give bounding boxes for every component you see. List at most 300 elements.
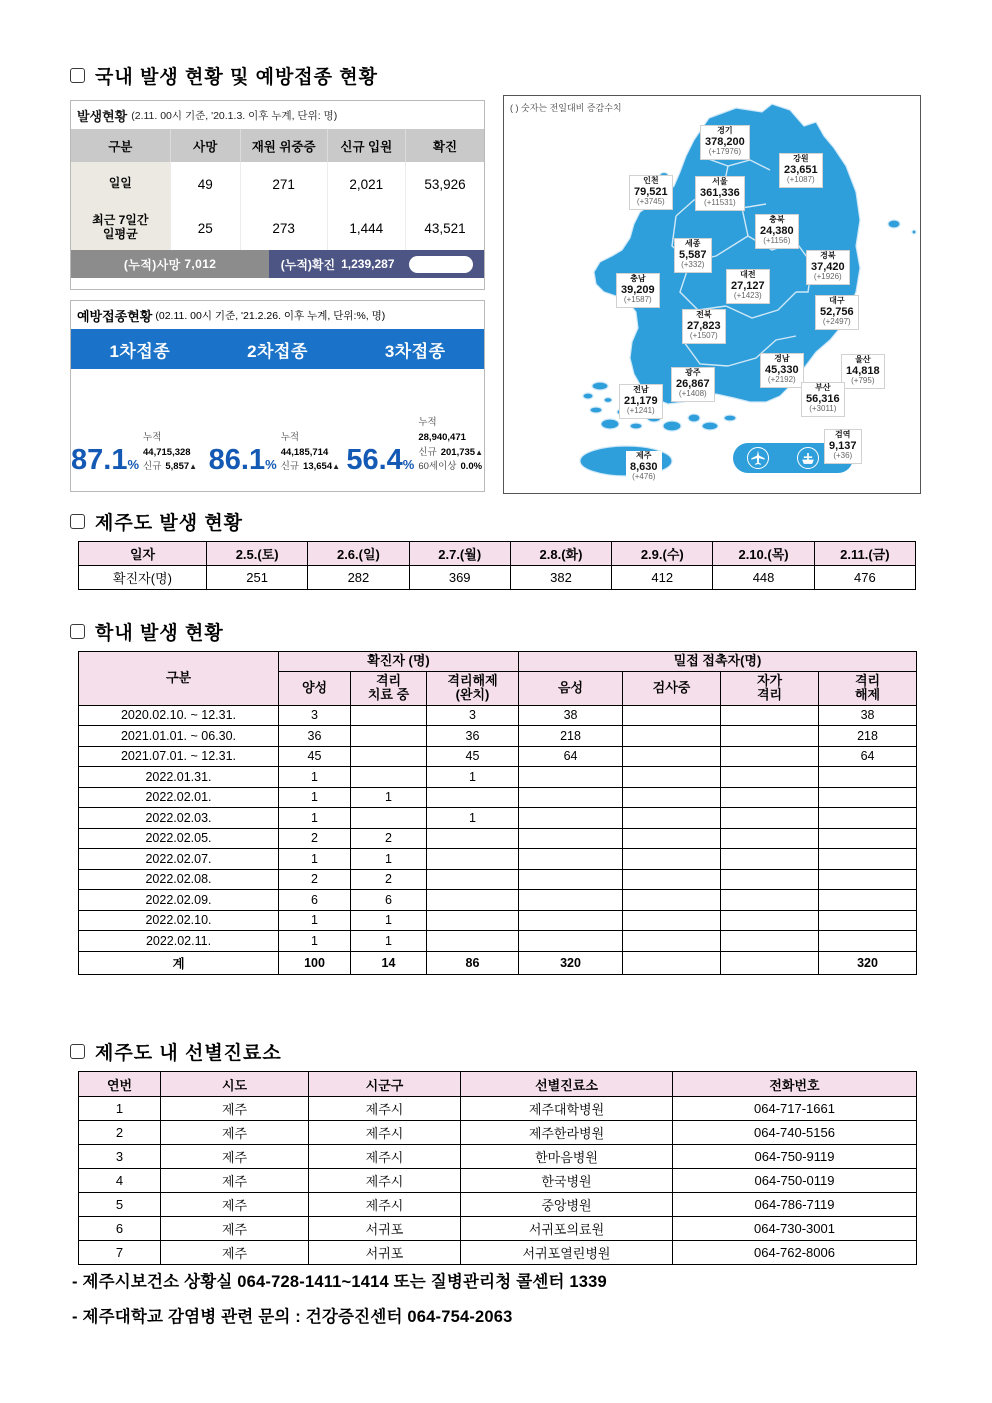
jeju-date-5: 2.10.(목) bbox=[713, 542, 814, 566]
school-cell bbox=[519, 931, 623, 952]
jeju-count-6: 476 bbox=[814, 566, 915, 590]
school-cell: 2 bbox=[279, 869, 351, 890]
map-label-busan: 부산 56,316 (+3011) bbox=[801, 382, 845, 417]
school-total-cell bbox=[623, 951, 721, 974]
school-cell: 1 bbox=[279, 931, 351, 952]
school-row-date: 2022.01.31. bbox=[79, 767, 279, 788]
map-label-jeonnam: 전남 21,179 (+1241) bbox=[619, 384, 663, 419]
jeju-count-4: 412 bbox=[612, 566, 713, 590]
school-cell bbox=[721, 705, 819, 726]
clinic-cell: 064-750-0119 bbox=[673, 1169, 917, 1193]
section-heading-jeju bbox=[70, 508, 243, 535]
school-cell bbox=[427, 787, 519, 808]
dose1-cum-label: 누적 bbox=[143, 431, 162, 443]
school-cell: 3 bbox=[279, 705, 351, 726]
table-row bbox=[79, 566, 916, 590]
school-cell: 45 bbox=[279, 746, 351, 767]
school-sub-2: 격리해제 (완치) bbox=[427, 671, 519, 705]
occ-row1-v3: 43,521 bbox=[406, 206, 485, 250]
occ-row1-v1: 273 bbox=[240, 206, 327, 250]
clinic-cell: 1 bbox=[79, 1097, 161, 1121]
clinic-cell: 서귀포의료원 bbox=[461, 1217, 673, 1241]
occ-header-0: 구분 bbox=[71, 129, 170, 162]
school-cell bbox=[721, 849, 819, 870]
school-cell: 218 bbox=[819, 726, 917, 747]
table-row bbox=[79, 1193, 917, 1217]
clinic-cell: 5 bbox=[79, 1193, 161, 1217]
school-cell bbox=[351, 705, 427, 726]
clinic-cell: 제주시 bbox=[309, 1169, 461, 1193]
clinic-header-3: 선별진료소 bbox=[461, 1072, 673, 1097]
school-cell bbox=[819, 910, 917, 931]
clinic-cell: 제주 bbox=[161, 1097, 309, 1121]
table-row bbox=[79, 1169, 917, 1193]
school-cell bbox=[819, 931, 917, 952]
school-cell bbox=[427, 828, 519, 849]
occ-row1-v2: 1,444 bbox=[327, 206, 405, 250]
school-total-label: 계 bbox=[79, 951, 279, 974]
clinic-cell: 4 bbox=[79, 1169, 161, 1193]
table-row bbox=[79, 828, 917, 849]
school-cell bbox=[721, 931, 819, 952]
school-cell bbox=[519, 869, 623, 890]
clinic-cell: 제주 bbox=[161, 1169, 309, 1193]
school-cell bbox=[623, 767, 721, 788]
school-cell: 36 bbox=[279, 726, 351, 747]
table-row bbox=[71, 206, 484, 250]
school-sub-0: 양성 bbox=[279, 671, 351, 705]
table-row bbox=[79, 787, 917, 808]
dose2-new-value: 13,654 bbox=[303, 461, 333, 473]
school-cell: 36 bbox=[427, 726, 519, 747]
school-cell: 6 bbox=[279, 890, 351, 911]
occ-row0-v3: 53,926 bbox=[406, 162, 485, 206]
jeju-date-6: 2.11.(금) bbox=[814, 542, 915, 566]
jeju-date-3: 2.8.(화) bbox=[510, 542, 611, 566]
dose3-extra-label: 60세이상 bbox=[418, 461, 457, 473]
school-cell: 1 bbox=[351, 849, 427, 870]
school-header-confirmed: 확진자 (명) bbox=[279, 652, 519, 672]
dose1-detail bbox=[143, 431, 209, 475]
clinic-cell: 제주 bbox=[161, 1121, 309, 1145]
vaccination-caption-title: 예방접종현황 bbox=[77, 308, 153, 324]
airplane-icon bbox=[747, 447, 769, 469]
school-cell bbox=[519, 890, 623, 911]
clinic-cell: 064-750-9119 bbox=[673, 1145, 917, 1169]
table-row bbox=[79, 1217, 917, 1241]
jeju-count-1: 282 bbox=[308, 566, 409, 590]
occ-row0-v0: 49 bbox=[170, 162, 240, 206]
clinic-cell: 064-717-1661 bbox=[673, 1097, 917, 1121]
jeju-date-1: 2.6.(일) bbox=[308, 542, 409, 566]
school-cell: 2 bbox=[279, 828, 351, 849]
dose2-percent: 86.1% bbox=[208, 444, 277, 476]
occurrence-caption-title: 발생현황 bbox=[77, 108, 128, 124]
clinic-cell: 제주시 bbox=[309, 1097, 461, 1121]
school-cell bbox=[623, 705, 721, 726]
clinic-cell: 064-786-7119 bbox=[673, 1193, 917, 1217]
occ-row0-v2: 2,021 bbox=[327, 162, 405, 206]
clinic-cell: 중앙병원 bbox=[461, 1193, 673, 1217]
school-cell: 64 bbox=[519, 746, 623, 767]
vaccination-dose-bar bbox=[71, 329, 484, 369]
table-row bbox=[79, 767, 917, 788]
section-title-jeju: 제주도 발생 현황 bbox=[95, 513, 244, 534]
vaccination-status-card bbox=[70, 300, 485, 492]
clinic-cell: 6 bbox=[79, 1217, 161, 1241]
jeju-header-label: 일자 bbox=[79, 542, 207, 566]
school-cell bbox=[519, 910, 623, 931]
school-cell bbox=[819, 767, 917, 788]
school-row-date: 2022.02.05. bbox=[79, 828, 279, 849]
cumulative-death bbox=[71, 250, 269, 278]
clinic-table-body bbox=[79, 1097, 917, 1265]
occ-row1-v0: 25 bbox=[170, 206, 240, 250]
school-cell bbox=[427, 849, 519, 870]
clinic-cell: 서귀포 bbox=[309, 1217, 461, 1241]
clinic-cell: 제주 bbox=[161, 1241, 309, 1265]
school-cell bbox=[519, 767, 623, 788]
map-label-sejong: 세종 5,587 (+332) bbox=[674, 238, 712, 273]
dose2-detail bbox=[281, 431, 347, 475]
school-cell: 38 bbox=[519, 705, 623, 726]
table-row bbox=[79, 931, 917, 952]
dose3-cum-label: 누적 bbox=[418, 417, 437, 429]
school-cell: 2 bbox=[351, 828, 427, 849]
school-cell bbox=[519, 808, 623, 829]
map-label-jeonbuk: 전북 27,823 (+1507) bbox=[682, 309, 726, 344]
school-sub-3: 음성 bbox=[519, 671, 623, 705]
table-row bbox=[71, 162, 484, 206]
school-row-date: 2022.02.03. bbox=[79, 808, 279, 829]
table-total-row bbox=[79, 951, 917, 974]
dose1-cum-value: 44,715,328 bbox=[143, 446, 191, 458]
school-total-cell: 100 bbox=[279, 951, 351, 974]
clinic-cell: 제주 bbox=[161, 1145, 309, 1169]
occurrence-footer bbox=[71, 250, 484, 278]
dose3-new-label: 신규 bbox=[418, 446, 437, 458]
school-row-date: 2022.02.09. bbox=[79, 890, 279, 911]
clinic-header-1: 시도 bbox=[161, 1072, 309, 1097]
school-cell bbox=[623, 869, 721, 890]
school-cell bbox=[351, 808, 427, 829]
school-sub-5: 자가 격리 bbox=[721, 671, 819, 705]
table-row bbox=[79, 849, 917, 870]
school-cell bbox=[427, 910, 519, 931]
school-cell bbox=[427, 931, 519, 952]
school-cell bbox=[819, 828, 917, 849]
dose3-cum-value: 28,940,471 bbox=[418, 431, 466, 443]
school-cell bbox=[819, 787, 917, 808]
school-cell: 1 bbox=[427, 808, 519, 829]
clinic-cell: 제주시 bbox=[309, 1145, 461, 1169]
dose2-cum-value: 44,185,714 bbox=[280, 446, 329, 458]
map-label-ulsan: 울산 14,818 (+795) bbox=[841, 354, 885, 389]
dose-cell-2 bbox=[209, 369, 347, 489]
checkbox-icon bbox=[70, 514, 85, 529]
jeju-row-label: 확진자(명) bbox=[79, 566, 207, 590]
school-row-date: 2022.02.01. bbox=[79, 787, 279, 808]
vaccination-caption-sub: (02.11. 00시 기준, '21.2.26. 이후 누계, 단위:%, 명) bbox=[155, 309, 386, 322]
school-header-div: 구분 bbox=[79, 652, 279, 706]
school-total-cell: 320 bbox=[819, 951, 917, 974]
table-header-row bbox=[71, 129, 484, 162]
clinic-cell: 7 bbox=[79, 1241, 161, 1265]
school-total-cell: 14 bbox=[351, 951, 427, 974]
map-label-seoul: 서울 361,336 (+11531) bbox=[695, 176, 745, 211]
section-title-clinic: 제주도 내 선별진료소 bbox=[95, 1043, 282, 1064]
contact-line-health-center: - 제주시보건소 상황실 064-728-1411~1414 또는 질병관리청 콜센터 1339 bbox=[72, 1273, 607, 1291]
vaccination-values bbox=[71, 369, 484, 489]
dose1-trend-icon: ▲ bbox=[189, 462, 198, 472]
clinic-cell: 제주한라병원 bbox=[461, 1121, 673, 1145]
clinic-cell: 한국병원 bbox=[461, 1169, 673, 1193]
school-sub-4: 검사중 bbox=[623, 671, 721, 705]
school-cell: 1 bbox=[351, 931, 427, 952]
school-cell: 1 bbox=[279, 849, 351, 870]
contact-line-university: - 제주대학교 감염병 관련 문의 : 건강증진센터 064-754-2063 bbox=[72, 1308, 513, 1326]
table-row bbox=[79, 1241, 917, 1265]
map-label-chungnam: 충남 39,209 (+1587) bbox=[616, 273, 660, 308]
school-row-date: 2022.02.10. bbox=[79, 910, 279, 931]
school-cell bbox=[819, 890, 917, 911]
clinic-cell: 3 bbox=[79, 1145, 161, 1169]
school-cell bbox=[721, 787, 819, 808]
clinic-cell: 제주대학병원 bbox=[461, 1097, 673, 1121]
map-label-daegu: 대구 52,756 (+2497) bbox=[815, 295, 859, 330]
school-row-date: 2022.02.07. bbox=[79, 849, 279, 870]
section-heading-domestic bbox=[70, 62, 378, 89]
korea-map bbox=[503, 95, 921, 494]
table-row bbox=[79, 1145, 917, 1169]
map-label-daejeon: 대전 27,127 (+1423) bbox=[726, 269, 770, 304]
school-row-date: 2021.01.01. ~ 06.30. bbox=[79, 726, 279, 747]
occ-header-2: 재원 위중증 bbox=[240, 129, 327, 162]
school-cell bbox=[351, 767, 427, 788]
checkbox-icon bbox=[70, 624, 85, 639]
clinic-cell: 제주 bbox=[161, 1217, 309, 1241]
dose2-trend-icon: ▲ bbox=[332, 462, 341, 472]
occ-row0-label: 일일 bbox=[71, 162, 170, 206]
dose2-cum-label: 누적 bbox=[280, 431, 300, 443]
dose3-new-value: 201,735 bbox=[440, 446, 476, 458]
map-label-gyeongbuk: 경북 37,420 (+1926) bbox=[806, 250, 850, 285]
table-row bbox=[79, 1097, 917, 1121]
school-cell bbox=[623, 746, 721, 767]
table-row bbox=[79, 890, 917, 911]
map-label-gyeongnam: 경남 45,330 (+2192) bbox=[760, 353, 804, 388]
school-cell bbox=[721, 808, 819, 829]
clinic-cell: 064-762-8006 bbox=[673, 1241, 917, 1265]
school-cell bbox=[427, 890, 519, 911]
school-cell bbox=[819, 849, 917, 870]
clinic-header-4: 전화번호 bbox=[673, 1072, 917, 1097]
cumulative-death-value: 7,012 bbox=[184, 257, 217, 271]
occ-row1-label-line2: 일평균 bbox=[102, 227, 138, 241]
school-cell: 1 bbox=[351, 910, 427, 931]
jeju-count-2: 369 bbox=[409, 566, 510, 590]
clinic-cell: 서귀포열린병원 bbox=[461, 1241, 673, 1265]
school-cell bbox=[819, 808, 917, 829]
table-row bbox=[79, 869, 917, 890]
school-total-cell: 86 bbox=[427, 951, 519, 974]
table-row bbox=[79, 705, 917, 726]
clinic-cell: 064-730-3001 bbox=[673, 1217, 917, 1241]
school-total-cell: 320 bbox=[519, 951, 623, 974]
school-row-date: 2022.02.08. bbox=[79, 869, 279, 890]
map-label-gyeonggi: 경기 378,200 (+17976) bbox=[700, 125, 750, 160]
clinic-header-0: 연번 bbox=[79, 1072, 161, 1097]
school-row-date: 2021.07.01. ~ 12.31. bbox=[79, 746, 279, 767]
occurrence-status-card bbox=[70, 100, 485, 290]
clinic-header-2: 시군구 bbox=[309, 1072, 461, 1097]
school-cell bbox=[721, 890, 819, 911]
school-cell: 64 bbox=[819, 746, 917, 767]
table-header-row bbox=[79, 542, 916, 566]
school-table-body bbox=[79, 705, 917, 974]
school-sub-1: 격리 치료 중 bbox=[351, 671, 427, 705]
school-cell bbox=[519, 787, 623, 808]
occ-row1-label-line1: 최근 7일간 bbox=[92, 213, 149, 228]
school-cell: 1 bbox=[279, 787, 351, 808]
school-row-date: 2020.02.10. ~ 12.31. bbox=[79, 705, 279, 726]
cumulative-confirmed bbox=[269, 250, 484, 278]
occurrence-table bbox=[71, 129, 484, 250]
map-label-jeju: 제주 8,630 (+476) bbox=[626, 451, 662, 484]
dose3-detail bbox=[418, 416, 484, 475]
map-note: ( ) 숫자는 전일대비 증감수치 bbox=[510, 103, 622, 113]
checkbox-icon bbox=[70, 1044, 85, 1059]
ship-icon bbox=[797, 447, 819, 469]
occurrence-caption-sub: (2.11. 00시 기준, '20.1.3. 이후 누계, 단위: 명) bbox=[131, 109, 338, 122]
jeju-date-0: 2.5.(토) bbox=[207, 542, 308, 566]
vaccination-caption bbox=[71, 301, 484, 329]
school-cell bbox=[721, 869, 819, 890]
occ-row0-v1: 271 bbox=[240, 162, 327, 206]
clinic-cell: 제주 bbox=[161, 1193, 309, 1217]
dose3-extra-value: 0.0% bbox=[460, 461, 483, 473]
school-cell bbox=[721, 828, 819, 849]
school-cell bbox=[623, 910, 721, 931]
school-cell bbox=[623, 931, 721, 952]
school-cell bbox=[623, 828, 721, 849]
clinic-cell: 서귀포 bbox=[309, 1241, 461, 1265]
dose-cell-3 bbox=[346, 369, 484, 489]
school-cell: 1 bbox=[279, 910, 351, 931]
clinic-cell: 제주시 bbox=[309, 1193, 461, 1217]
clinic-cell: 제주시 bbox=[309, 1121, 461, 1145]
clinic-cell: 2 bbox=[79, 1121, 161, 1145]
school-cell bbox=[519, 849, 623, 870]
table-row bbox=[79, 910, 917, 931]
clinic-cell: 한마음병원 bbox=[461, 1145, 673, 1169]
dose-cell-1 bbox=[71, 369, 209, 489]
dose1-new-label: 신규 bbox=[143, 461, 162, 473]
clinic-cell: 064-740-5156 bbox=[673, 1121, 917, 1145]
school-cases-table bbox=[78, 651, 917, 975]
occ-header-3: 신규 입원 bbox=[327, 129, 405, 162]
school-total-cell bbox=[721, 951, 819, 974]
section-heading-clinic bbox=[70, 1038, 282, 1065]
occurrence-caption bbox=[71, 101, 484, 129]
table-row bbox=[79, 726, 917, 747]
school-cell bbox=[623, 890, 721, 911]
school-cell: 1 bbox=[427, 767, 519, 788]
cumulative-death-label: (누적)사망 bbox=[123, 257, 181, 272]
blank-pill bbox=[409, 256, 473, 273]
school-cell bbox=[819, 869, 917, 890]
school-cell bbox=[721, 726, 819, 747]
dose3-trend-icon: ▲ bbox=[475, 447, 483, 457]
school-cell bbox=[623, 849, 721, 870]
school-cell: 1 bbox=[279, 767, 351, 788]
school-cell bbox=[721, 910, 819, 931]
school-cell: 3 bbox=[427, 705, 519, 726]
jeju-count-5: 448 bbox=[713, 566, 814, 590]
dose-label-2: 2차접종 bbox=[247, 341, 308, 361]
section-title-school: 학내 발생 현황 bbox=[95, 623, 224, 644]
school-cell bbox=[623, 726, 721, 747]
school-cell: 218 bbox=[519, 726, 623, 747]
school-header-contacts: 밀접 접촉자(명) bbox=[519, 652, 917, 672]
jeju-count-3: 382 bbox=[510, 566, 611, 590]
occ-row1-label bbox=[71, 206, 170, 250]
map-label-gwangju: 광주 26,867 (+1408) bbox=[671, 367, 715, 402]
school-cell: 38 bbox=[819, 705, 917, 726]
school-cell bbox=[427, 869, 519, 890]
occ-header-4: 확진 bbox=[406, 129, 485, 162]
school-cell: 45 bbox=[427, 746, 519, 767]
occ-header-1: 사망 bbox=[170, 129, 240, 162]
table-row bbox=[79, 1121, 917, 1145]
school-cell: 6 bbox=[351, 890, 427, 911]
map-label-chungbuk: 충북 24,380 (+1156) bbox=[755, 214, 799, 249]
table-row bbox=[79, 808, 917, 829]
school-cell: 2 bbox=[351, 869, 427, 890]
dose-label-3: 3차접종 bbox=[384, 341, 446, 361]
school-cell bbox=[351, 726, 427, 747]
map-label-incheon: 인천 79,521 (+3745) bbox=[629, 175, 673, 210]
jeju-date-4: 2.9.(수) bbox=[612, 542, 713, 566]
dose3-percent: 56.4% bbox=[346, 444, 415, 476]
cumulative-confirmed-value: 1,239,287 bbox=[341, 257, 395, 271]
checkbox-icon bbox=[70, 68, 85, 83]
school-row-date: 2022.02.11. bbox=[79, 931, 279, 952]
table-header-row bbox=[79, 652, 917, 672]
jeju-count-0: 251 bbox=[207, 566, 308, 590]
jeju-date-2: 2.7.(월) bbox=[409, 542, 510, 566]
school-cell bbox=[721, 767, 819, 788]
section-heading-school bbox=[70, 618, 224, 645]
school-cell bbox=[623, 808, 721, 829]
school-sub-6: 격리 해제 bbox=[819, 671, 917, 705]
school-cell bbox=[623, 787, 721, 808]
dose1-percent: 87.1% bbox=[71, 444, 140, 476]
jeju-daily-table bbox=[78, 541, 916, 590]
screening-clinic-table bbox=[78, 1071, 917, 1265]
school-cell bbox=[721, 746, 819, 767]
school-cell: 1 bbox=[279, 808, 351, 829]
school-cell: 1 bbox=[351, 787, 427, 808]
table-row bbox=[79, 746, 917, 767]
section-title-domestic: 국내 발생 현황 및 예방접종 현황 bbox=[95, 67, 378, 88]
dose1-new-value: 5,857 bbox=[165, 461, 190, 473]
school-cell bbox=[351, 746, 427, 767]
dose-label-1: 1차접종 bbox=[109, 341, 171, 361]
dose2-new-label: 신규 bbox=[280, 461, 300, 473]
map-label-quarantine: 검역 9,137 (+36) bbox=[824, 429, 862, 464]
table-header-row bbox=[79, 1072, 917, 1097]
